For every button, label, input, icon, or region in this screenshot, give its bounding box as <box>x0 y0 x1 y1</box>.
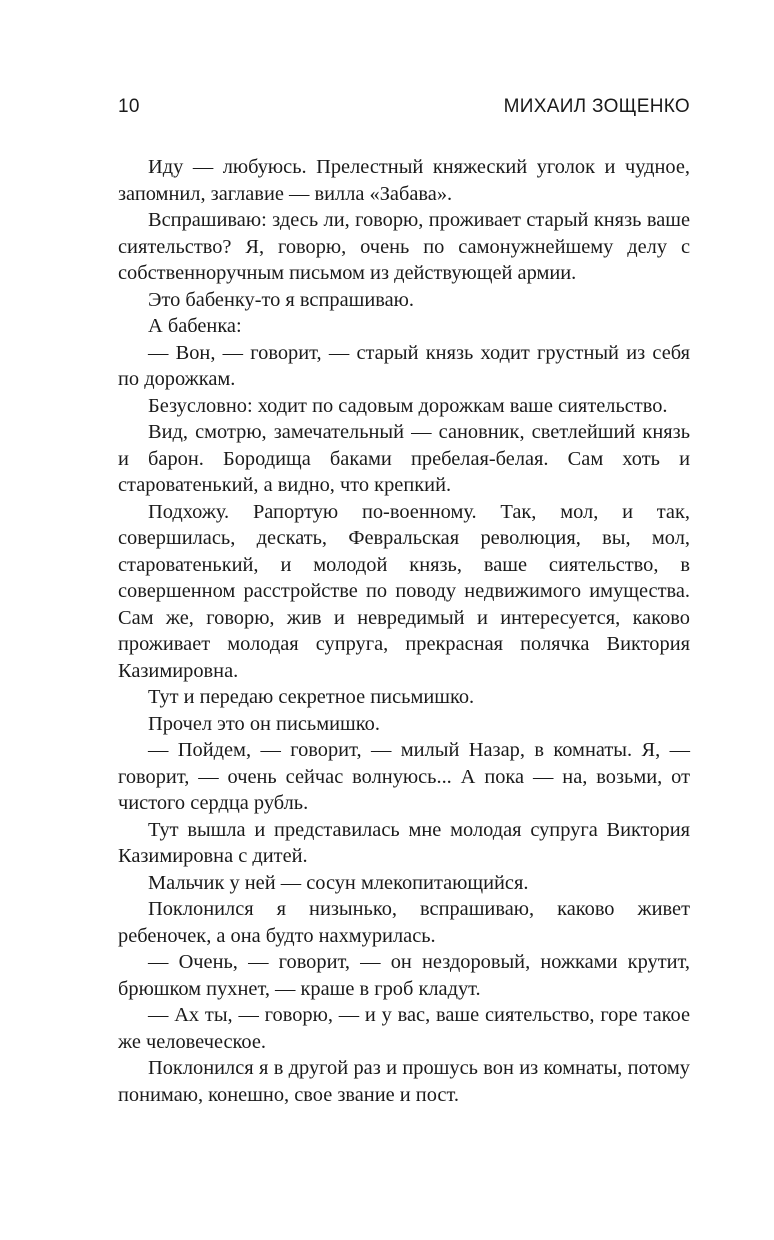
paragraph: Поклонился я низынько, вспрашиваю, каково живет ребеночек, а она будто нахмурилась. <box>118 898 690 947</box>
paragraph: Тут и передаю секретное письмишко. <box>148 686 475 708</box>
paragraph: Вспрашиваю: здесь ли, говорю, проживает старый князь ваше сиятельство? Я, говорю, очень по самонужнейшему делу с собственноручным письмом из действующей армии. <box>118 209 690 284</box>
paragraph: Мальчик у ней — сосун млекопитающийся. <box>148 871 529 894</box>
body-text <box>118 154 690 1108</box>
paragraph: Это бабенку-то я вспрашиваю. <box>148 288 414 311</box>
paragraph: Иду — любуюсь. Прелестный княжеский уголок и чудное, запомнил, заглавие — вилла «Забава». <box>118 156 690 205</box>
paragraph: — Ах ты, — говорю, — и у вас, ваше сиятельство, горе такое же человеческое. <box>118 1004 690 1053</box>
running-title: МИХАИЛ ЗОЩЕНКО <box>503 96 690 117</box>
paragraph: Прочел это он письмишко. <box>148 712 380 735</box>
page-header <box>118 96 690 124</box>
paragraph: — Пойдем, — говорит, — милый Назар, в комнаты. Я, — говорит, — очень сейчас волнуюсь... А пока — на, возьми, от чистого сердца рубль. <box>118 739 690 814</box>
paragraph: А бабенка: <box>148 315 242 337</box>
paragraph: Поклонился я в другой раз и прошусь вон из комнаты, потому понимаю, конешно, свое звание и пост. <box>118 1057 690 1106</box>
paragraph: Тут вышла и представилась мне молодая супруга Виктория Казимировна с дитей. <box>118 818 690 867</box>
paragraph: Безусловно: ходит по садовым дорожкам ваше сиятельство. <box>148 394 668 417</box>
paragraph: — Вон, — говорит, — старый князь ходит грустный из себя по дорожкам. <box>118 341 690 390</box>
page-number: 10 <box>118 96 140 117</box>
paragraph: — Очень, — говорит, — он нездоровый, ножками крутит, брюшком пухнет, — краше в гроб кладут. <box>118 951 690 1000</box>
paragraph: Вид, смотрю, замечательный — сановник, светлейший князь и барон. Бородища баками пребелая-белая. Сам хоть и староватенький, а видно, что крепкий. <box>118 421 690 496</box>
paragraph: Подхожу. Рапортую по-военному. Так, мол, и так, совершилась, дескать, Февральская революция, вы, мол, староватенький, и молодой князь, ваше сиятельство, в совершенном расстройстве по поводу недвижимого имущества. Сам же, говорю, жив и невредимый и интересуется, каково проживает молодая супруга, прекрасная полячка Виктория Казимировна. <box>118 500 690 682</box>
